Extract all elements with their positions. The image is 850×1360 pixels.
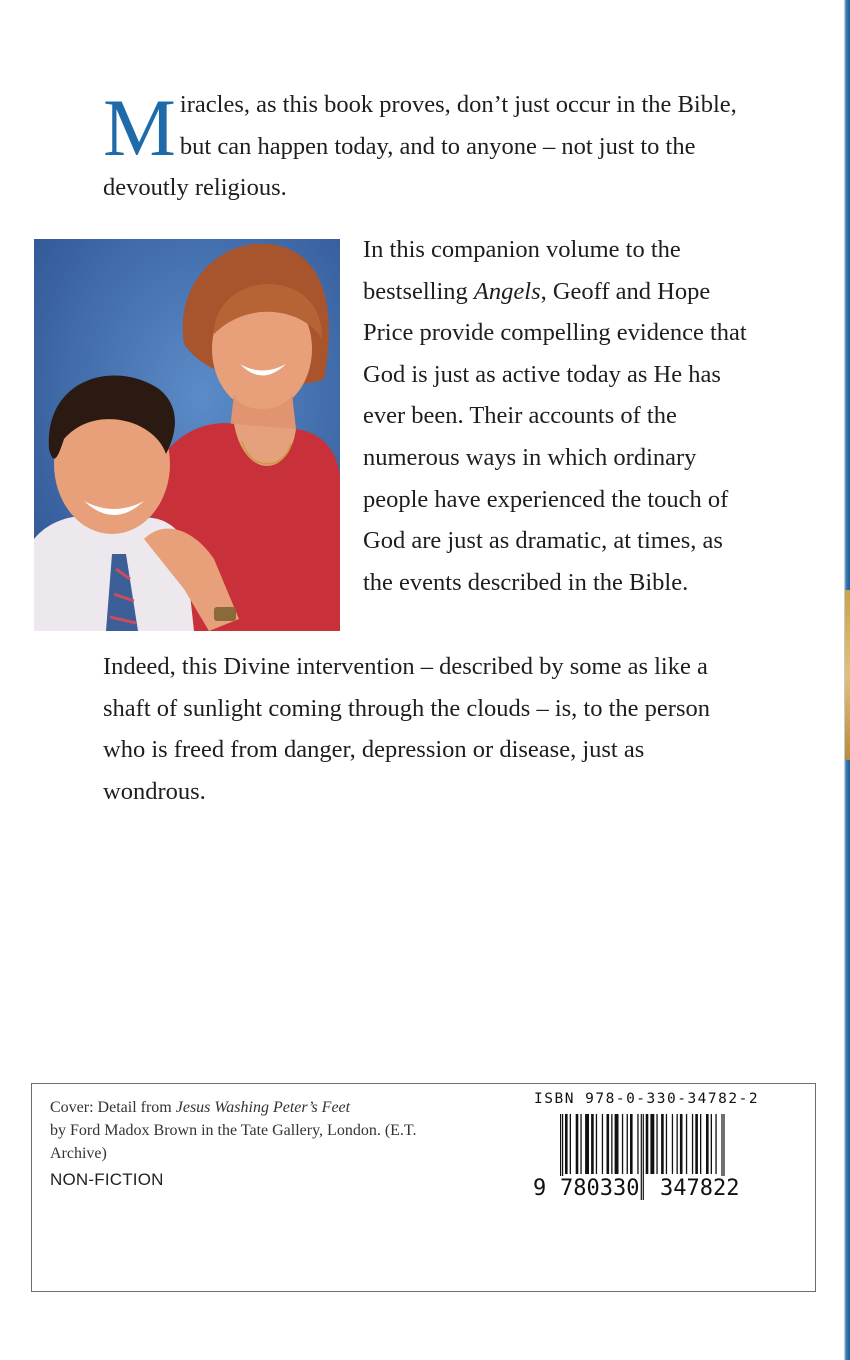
barcode-bar bbox=[565, 1114, 568, 1174]
barcode-bar bbox=[615, 1114, 619, 1174]
barcode-bar bbox=[576, 1114, 579, 1174]
barcode-bar bbox=[695, 1114, 698, 1174]
barcode-bar bbox=[627, 1114, 628, 1174]
intro-paragraph bbox=[103, 84, 753, 209]
barcode-bar bbox=[692, 1114, 693, 1174]
companion-text-after: , Geoff and Hope Price provide compelling evidence that God is just as active today as He has ever been. Their accounts of the numerous ways in which ordinary people have experienced the touch of God are just as dramatic, at times, as the events described in the Bible. bbox=[363, 277, 747, 596]
credit-rest: by Ford Madox Brown in the Tate Gallery, London. (E.T. Archive) bbox=[50, 1122, 417, 1162]
barcode-bar bbox=[585, 1114, 589, 1174]
category-label: NON-FICTION bbox=[50, 1170, 164, 1189]
barcode-digits-left: 780330 bbox=[560, 1176, 640, 1201]
painting-title: Jesus Washing Peter’s Feet bbox=[175, 1099, 351, 1116]
book-title-angels: Angels bbox=[473, 277, 541, 305]
barcode-bar bbox=[611, 1114, 612, 1174]
companion-text-before: In this companion volume to the bestselling bbox=[363, 236, 681, 305]
barcode-guard-bar bbox=[643, 1114, 644, 1200]
barcode-digits-right: 347822 bbox=[660, 1176, 740, 1201]
companion-paragraph bbox=[363, 229, 753, 603]
barcode-bar bbox=[656, 1114, 657, 1174]
barcode-bar bbox=[706, 1114, 709, 1174]
barcode-guard-bar bbox=[641, 1114, 642, 1200]
barcode-bar bbox=[677, 1114, 678, 1174]
barcode-bar bbox=[591, 1114, 594, 1174]
barcode-bar bbox=[630, 1114, 633, 1174]
barcode-bar bbox=[637, 1114, 638, 1174]
barcode-bar bbox=[596, 1114, 597, 1174]
barcode-bar bbox=[686, 1114, 687, 1174]
barcode-bar bbox=[622, 1114, 623, 1174]
info-box bbox=[31, 1083, 816, 1292]
barcode-bar bbox=[680, 1114, 683, 1174]
barcode-bar bbox=[650, 1114, 654, 1174]
credit-prefix: Cover: Detail from bbox=[50, 1099, 176, 1116]
barcode-bar bbox=[607, 1114, 610, 1174]
isbn-label: ISBN 978-0-330-34782-2 bbox=[534, 1091, 760, 1107]
barcode-bar bbox=[711, 1114, 712, 1174]
barcode-lead-digit: 9 bbox=[533, 1176, 547, 1201]
barcode-bar bbox=[666, 1114, 667, 1174]
barcode-bar bbox=[602, 1114, 603, 1174]
drop-cap: M bbox=[103, 82, 176, 173]
barcode-bar bbox=[570, 1114, 571, 1174]
barcode-bar bbox=[661, 1114, 664, 1174]
barcode-bar bbox=[700, 1114, 701, 1174]
closing-paragraph: Indeed, this Divine intervention – described by some as like a shaft of sunlight coming through the clouds – is, to the person who is freed from danger, depression or disease, just as wondrous. bbox=[103, 653, 710, 805]
intro-text: iracles, as this book proves, don’t just occur in the Bible, but can happen today, and to anyone – not just to the devoutly religious. bbox=[103, 91, 737, 202]
spine-artwork-edge bbox=[845, 590, 850, 760]
barcode-bar bbox=[646, 1114, 649, 1174]
author-photo bbox=[34, 239, 340, 631]
barcode-bar bbox=[580, 1114, 581, 1174]
barcode-bar bbox=[715, 1114, 716, 1174]
barcode-bar bbox=[672, 1114, 673, 1174]
cover-credit bbox=[50, 1096, 470, 1165]
